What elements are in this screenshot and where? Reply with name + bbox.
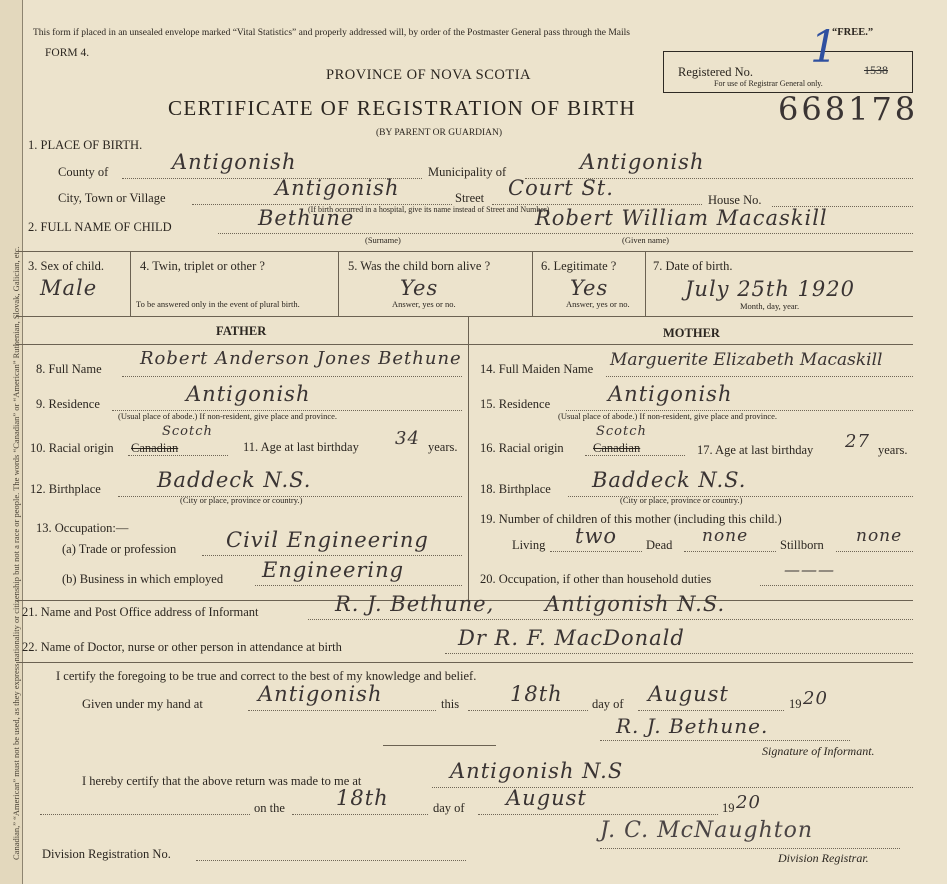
certificate-subtitle: (BY PARENT OR GUARDIAN) — [376, 128, 503, 138]
mother-racial-line — [585, 455, 685, 456]
children-label: 19. Number of children of this mother (including this child.) — [480, 512, 782, 526]
dead-label: Dead — [646, 538, 673, 552]
father-business-line — [255, 585, 462, 586]
child-given-name: Robert William Macaskill — [535, 206, 828, 230]
mother-birth-label: 18. Birthplace — [480, 482, 551, 496]
father-birth-note: (City or place, province or country.) — [180, 495, 303, 505]
legit-value: Yes — [570, 276, 609, 300]
given-year-printed: 19 — [789, 697, 802, 711]
registrar-statement: I hereby certify that the above return was made to me at — [82, 774, 362, 788]
legit-note: Answer, yes or no. — [566, 299, 630, 309]
city-label: City, Town or Village — [58, 191, 166, 205]
father-res-label: 9. Residence — [36, 397, 100, 411]
mother-occ-line — [760, 585, 913, 586]
living-value: two — [575, 524, 618, 548]
given-label: Given under my hand at — [82, 697, 203, 711]
mother-racial-label: 16. Racial origin — [480, 441, 564, 455]
municipality-value: Antigonish — [580, 150, 705, 174]
mother-res-note: (Usual place of abode.) If non-resident, give place and province. — [558, 411, 778, 421]
doctor-name: Dr R. F. MacDonald — [458, 626, 685, 650]
father-trade-line — [202, 555, 462, 556]
mother-occ-label: 20. Occupation, if other than household duties — [480, 572, 712, 586]
father-racial-struck: Canadian — [131, 441, 179, 455]
street-value: Court St. — [508, 176, 614, 200]
date-note: Month, day, year. — [740, 301, 800, 311]
rule-row3-bottom — [16, 316, 913, 317]
mother-name-label: 14. Full Maiden Name — [480, 362, 594, 376]
informant-label: 21. Name and Post Office address of Informant — [22, 605, 259, 619]
given-place: Antigonish — [258, 682, 383, 706]
mother-heading: MOTHER — [663, 326, 720, 340]
municipality-label: Municipality of — [428, 165, 507, 179]
rule-parents-head — [16, 344, 913, 345]
rule-certify-top — [16, 662, 913, 663]
rule-v4 — [645, 251, 646, 316]
short-rule — [383, 745, 496, 746]
father-name-line — [122, 376, 462, 377]
given-year: 20 — [803, 688, 828, 709]
informant-signature: R. J. Bethune. — [616, 714, 769, 738]
registrar-on-the: on the — [254, 801, 285, 815]
stillborn-label: Stillborn — [780, 538, 824, 552]
mother-birth-note: (City or place, province or country.) — [620, 495, 743, 505]
mother-age: 27 — [845, 431, 870, 452]
free-label: “FREE.” — [832, 27, 874, 38]
informant-name: R. J. Bethune, — [335, 592, 495, 616]
county-value: Antigonish — [172, 150, 297, 174]
rule-v3 — [532, 251, 533, 316]
registered-note: For use of Registrar General only. — [714, 79, 823, 88]
informant-line — [308, 619, 913, 620]
registrar-place-line — [432, 787, 913, 788]
province-heading: PROVINCE OF NOVA SCOTIA — [326, 67, 531, 83]
father-age-label: 11. Age at last birthday — [243, 440, 359, 454]
parents-divider — [468, 316, 469, 600]
given-day: 18th — [510, 682, 563, 706]
surname-caption: (Surname) — [365, 235, 401, 245]
father-heading: FATHER — [216, 324, 267, 338]
mother-racial: Scotch — [596, 424, 647, 439]
father-residence: Antigonish — [186, 382, 311, 406]
given-this: this — [441, 697, 460, 711]
stillborn-line — [836, 551, 913, 552]
father-racial: Scotch — [162, 424, 213, 439]
rule-v1 — [130, 251, 131, 316]
father-business: Engineering — [262, 558, 405, 582]
registered-struck: 1538 — [864, 63, 888, 77]
father-res-note: (Usual place of abode.) If non-resident, give place and province. — [118, 411, 338, 421]
given-month: August — [648, 682, 729, 706]
alive-label: 5. Was the child born alive ? — [348, 259, 491, 273]
county-label: County of — [58, 165, 109, 179]
mother-residence: Antigonish — [608, 382, 733, 406]
father-trade: Civil Engineering — [226, 528, 429, 552]
given-day-line — [468, 710, 588, 711]
margin-text: Canadian,” “American” must not be used, as they express nationality or citizenship but not a race or people. The words “Canadian” or “American” Ruthenian, Slovak, Galician, etc. — [11, 246, 21, 860]
mother-years: years. — [878, 443, 908, 457]
child-name-line — [218, 233, 913, 234]
twin-note: To be answered only in the event of plural birth. — [136, 299, 300, 309]
alive-note: Answer, yes or no. — [392, 299, 456, 309]
dead-value: none — [702, 526, 749, 546]
registrar-day-line — [292, 814, 428, 815]
informant-sig-caption: Signature of Informant. — [762, 744, 875, 758]
mother-occupation: ——— — [784, 560, 835, 579]
registered-label: Registered No. — [678, 65, 753, 79]
registered-box — [663, 51, 913, 93]
rule-row3-top — [16, 251, 913, 252]
sex-value: Male — [40, 276, 98, 300]
mother-age-label: 17. Age at last birthday — [697, 443, 814, 457]
certificate-title: CERTIFICATE OF REGISTRATION OF BIRTH — [168, 96, 636, 120]
given-caption: (Given name) — [622, 235, 669, 245]
mother-racial-struck: Canadian — [593, 441, 641, 455]
registrar-month: August — [506, 786, 587, 810]
child-name-label: 2. FULL NAME OF CHILD — [28, 220, 172, 234]
place-heading: 1. PLACE OF BIRTH. — [28, 138, 143, 152]
mail-notice: This form if placed in an unsealed envelope marked “Vital Statistics” and properly addressed will, by order of the Postmaster General pass through the Mails — [33, 28, 630, 38]
father-name: Robert Anderson Jones Bethune — [140, 348, 462, 369]
mother-birthplace: Baddeck N.S. — [592, 468, 747, 492]
living-line — [550, 551, 642, 552]
registrar-place: Antigonish N.S — [450, 759, 624, 783]
father-birthplace: Baddeck N.S. — [157, 468, 312, 492]
registrar-day: 18th — [336, 786, 389, 810]
father-birth-label: 12. Birthplace — [30, 482, 101, 496]
registered-mark: 1 — [810, 22, 839, 73]
doctor-label: 22. Name of Doctor, nurse or other person in attendance at birth — [22, 640, 342, 654]
dead-line — [684, 551, 776, 552]
city-value: Antigonish — [275, 176, 400, 200]
certify-statement: I certify the foregoing to be true and correct to the best of my knowledge and belief. — [56, 669, 477, 683]
given-month-line — [638, 710, 784, 711]
child-surname: Bethune — [258, 206, 355, 230]
twin-label: 4. Twin, triplet or other ? — [140, 259, 265, 273]
registrar-year: 20 — [736, 792, 761, 813]
father-name-label: 8. Full Name — [36, 362, 102, 376]
registrar-sig-line — [600, 848, 900, 849]
rule-v2 — [338, 251, 339, 316]
date-label: 7. Date of birth. — [653, 259, 733, 273]
sex-label: 3. Sex of child. — [28, 259, 105, 273]
registrar-year-printed: 19 — [722, 801, 735, 815]
form-number: FORM 4. — [45, 47, 90, 59]
father-racial-label: 10. Racial origin — [30, 441, 114, 455]
certificate-number: 668178 — [778, 90, 919, 128]
division-label: Division Registration No. — [42, 847, 171, 861]
doctor-line — [445, 653, 913, 654]
father-racial-line — [128, 455, 228, 456]
mother-name-line — [606, 376, 913, 377]
given-day-of: day of — [592, 697, 624, 711]
registrar-signature: J. C. McNaughton — [600, 818, 814, 843]
registrar-blank-line — [40, 814, 250, 815]
father-years: years. — [428, 440, 458, 454]
house-label: House No. — [708, 193, 762, 207]
registrar-day-of: day of — [433, 801, 465, 815]
mother-res-label: 15. Residence — [480, 397, 551, 411]
street-label: Street — [455, 191, 485, 205]
registrar-month-line — [478, 814, 718, 815]
father-occ-label: 13. Occupation:— — [36, 521, 129, 535]
father-business-label: (b) Business in which employed — [62, 572, 224, 586]
alive-value: Yes — [400, 276, 439, 300]
stillborn-value: none — [856, 526, 903, 546]
given-place-line — [248, 710, 436, 711]
father-age: 34 — [395, 428, 420, 449]
registrar-caption: Division Registrar. — [778, 851, 869, 865]
mother-name: Marguerite Elizabeth Macaskill — [610, 350, 883, 370]
date-value: July 25th 1920 — [685, 277, 856, 301]
legit-label: 6. Legitimate ? — [541, 259, 617, 273]
informant-sig-line — [600, 740, 850, 741]
informant-address: Antigonish N.S. — [545, 592, 726, 616]
division-line — [196, 860, 466, 861]
living-label: Living — [512, 538, 546, 552]
father-trade-label: (a) Trade or profession — [62, 542, 177, 556]
hospital-note: (If birth occurred in a hospital, give its name instead of Street and Number) — [308, 205, 550, 214]
